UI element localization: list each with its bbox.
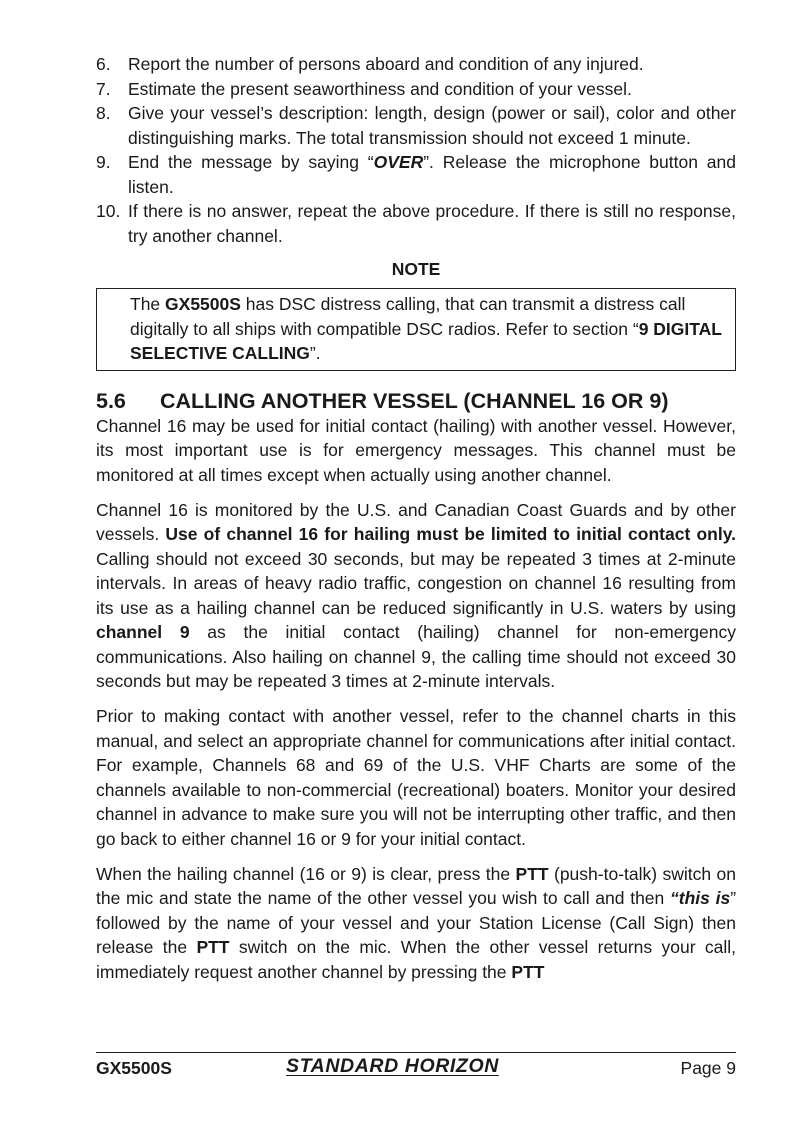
note-box: The GX5500S has DSC distress calling, that can transmit a distress call digitally to all ships with compatible DSC radios. Refer to section “9 DIGITAL SELECTIVE CALLING”. <box>96 288 736 371</box>
footer-model: GX5500S <box>96 1058 172 1078</box>
list-item: 9. End the message by saying “OVER”. Release the microphone button and listen. <box>96 152 736 197</box>
paragraph: Channel 16 is monitored by the U.S. and Canadian Coast Guards and by other vessels. Use of channel 16 for hailing must be limited to initial contact only. Calling should not exceed 30 seconds, but may be repeated 3 times at 2-minute intervals. In areas of heavy radio traffic, congestion on channel 16 resulting from its use as a hailing channel can be reduced significantly in U.S. waters by using channel 9 as the initial contact (hailing) channel for non-emergency communications. Also hailing on channel 9, the calling time should not exceed 30 seconds but may be repeated 3 times at 2-minute intervals. <box>96 499 737 691</box>
note-model: GX5500S <box>165 294 241 314</box>
brand-logo: STANDARD HORIZON <box>286 1055 499 1077</box>
paragraph: Prior to making contact with another vessel, refer to the channel charts in this manual, and select an appropriate channel for communications after initial contact. For example, Channels 68 and 69 of the U.S. VHF Charts are some of the channels available to non-commercial (recreational) boaters. Monitor your desired channel in advance to make sure you will not be interrupting other traffic, and then go back to either channel 16 or 9 for your initial contact. <box>96 706 736 849</box>
paragraph: Channel 16 may be used for initial contact (hailing) with another vessel. However, its most important use is for emergency messages. This channel must be monitored at all times except when actually using another channel. <box>96 415 736 485</box>
procedure-list <box>96 52 736 248</box>
section-heading <box>96 388 736 414</box>
over-keyword: OVER <box>373 152 424 172</box>
list-item: 7. Estimate the present seaworthiness and condition of your vessel. <box>96 78 632 99</box>
list-item: 8. Give your vessel’s description: length, design (power or sail), color and other distinguishing marks. The total transmission should not exceed 1 minute. <box>96 103 736 148</box>
page-body <box>96 52 736 984</box>
list-item: 10. If there is no answer, repeat the above procedure. If there is still no response, try another channel. <box>96 201 736 246</box>
note-section-ref: 9 DIGITAL SELECTIVE CALLING <box>130 318 722 363</box>
note-title: NOTE <box>391 259 441 279</box>
page-number: Page 9 <box>680 1058 736 1078</box>
section-number: 5.6 <box>96 388 126 413</box>
page-footer <box>96 1052 736 1085</box>
list-item: 6. Report the number of persons aboard and condition of any injured. <box>96 54 644 74</box>
section-title: CALLING ANOTHER VESSEL (CHANNEL 16 OR 9) <box>160 388 669 413</box>
paragraph: When the hailing channel (16 or 9) is clear, press the PTT (push-to-talk) switch on the mic and state the name of the other vessel you wish to call and then “this is” followed by the name of your vessel and your Station License (Call Sign) then release the PTT switch on the mic. When the other vessel returns your call, immediately request another channel by pressing the PTT <box>96 863 737 982</box>
